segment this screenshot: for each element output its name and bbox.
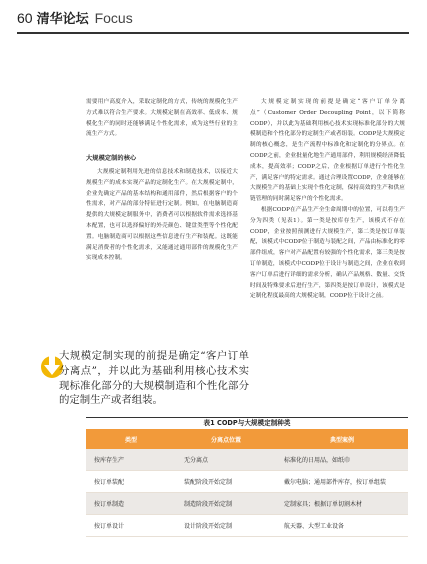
table-title: 表1 CODP与大规模定制种类 xyxy=(86,417,408,429)
section-title-en: Focus xyxy=(94,10,133,26)
header-rule xyxy=(17,32,409,34)
table-cell: 按订单设计 xyxy=(86,515,176,537)
table-cell: 按订单制造 xyxy=(86,493,176,515)
right-paragraph-1: 大规模定制实现的前提是确定“客户订单分离点”（Customer Order Decoupling Point，以下简称CODP），并以此为基础利用核心技术实现标准化部分的大规模制造和个性化部分的定制生产或者组装。CODP是大规模定制的核心概念，是生产流程中标准化和定制化的分界点。在CODP之前，企业批量化地生产通用部件，利用规模经济降低成本，提高效率；CODP之后，企业根据订单进行个性化生产，满足客户的特定需求。通过合理设置CODP，企业能够在大规模生产的基础上实现个性化定制，保持高效的生产和供应链管理的同时满足客户的个性化需求。 xyxy=(250,99,405,203)
page-header xyxy=(17,8,133,32)
pull-quote: 大规模定制实现的前提是确定“客户订单分离点”，并以此为基础利用核心技术实现标准化部分的大规模制造和个性化部分的定制生产或者组装。 xyxy=(59,350,249,407)
table-cell: 航天器、大型工业设备 xyxy=(276,515,408,537)
left-paragraph-1: 需要用户高度介入，采取定制化的方式，传统的规模化生产方式难以符合生产要求。大规模定制在高效率、低成本、规模化生产的同时还能够满足个性化需求，成为这些行业的主流生产方式。 xyxy=(86,99,238,138)
left-paragraph-2: 大规模定制利用先进的信息技术和制造技术，以接近大规模生产的成本实现产品的定制化生产。在大规模定制中，企业先确定产品的基本结构和通用部件，然后根据客户的个性需求，对产品的部分特征进行定制。例如，在电脑制造商提供的大规模定制服务中，消费者可以根据软件需求选择基本配置，也可以选择偏好的外壳颜色、键盘类型等个性化配置。电脑制造商可以根据这些信息进行生产和装配。这既能满足消费者的个性化需求，又能通过通用部件的规模化生产实现成本控制。 xyxy=(86,168,238,262)
table-row xyxy=(86,493,408,515)
table-header-row xyxy=(86,429,408,449)
page-number: 60 xyxy=(17,10,33,26)
subheading: 大规模定制的核心 xyxy=(86,155,137,163)
table-header-cell: 类型 xyxy=(86,429,176,449)
table-row xyxy=(86,471,408,493)
table-cell: 按库存生产 xyxy=(86,449,176,471)
table-cell: 戴尔电脑；通用部件库存，按订单组装 xyxy=(276,471,408,493)
table-row xyxy=(86,515,408,537)
right-paragraph-2: 根据CODP在产品生产全生命周期中的位置，可以将生产分为四类（见表1）。第一类是按库存生产，该模式不存在CODP，企业按照预测进行大规模生产，第二类是按订单装配，该模式中CODP位于制造与装配之间，产品由标准化的零部件组成，客户对产品配置有较强的个性化需求，第三类是按订单制造，该模式中CODP位于设计与制造之间，企业在收到客户订单后进行详细的需求分析，确认产品规格、数量、交货时间及特殊要求后进行生产，第四类是按订单设计，该模式是定制化程度最高的大规模定制，CODP位于设计之前。 xyxy=(250,206,405,300)
table-row xyxy=(86,449,408,471)
table-cell: 按订单装配 xyxy=(86,471,176,493)
section-title-cn: 清华论坛 xyxy=(36,12,89,27)
table-cell: 标准化的日用品，如纸巾 xyxy=(276,449,408,471)
table-cell: 设计阶段开始定制 xyxy=(176,515,276,537)
table-cell: 装配阶段开始定制 xyxy=(176,471,276,493)
table-cell: 定制家具；根据订单切割木材 xyxy=(276,493,408,515)
table-header-cell: 分离点位置 xyxy=(176,429,276,449)
table-cell: 制造阶段开始定制 xyxy=(176,493,276,515)
table-header-cell: 典型案例 xyxy=(276,429,408,449)
table-cell: 无分离点 xyxy=(176,449,276,471)
left-column xyxy=(86,97,238,264)
right-column xyxy=(250,97,405,302)
codp-table xyxy=(86,417,408,537)
